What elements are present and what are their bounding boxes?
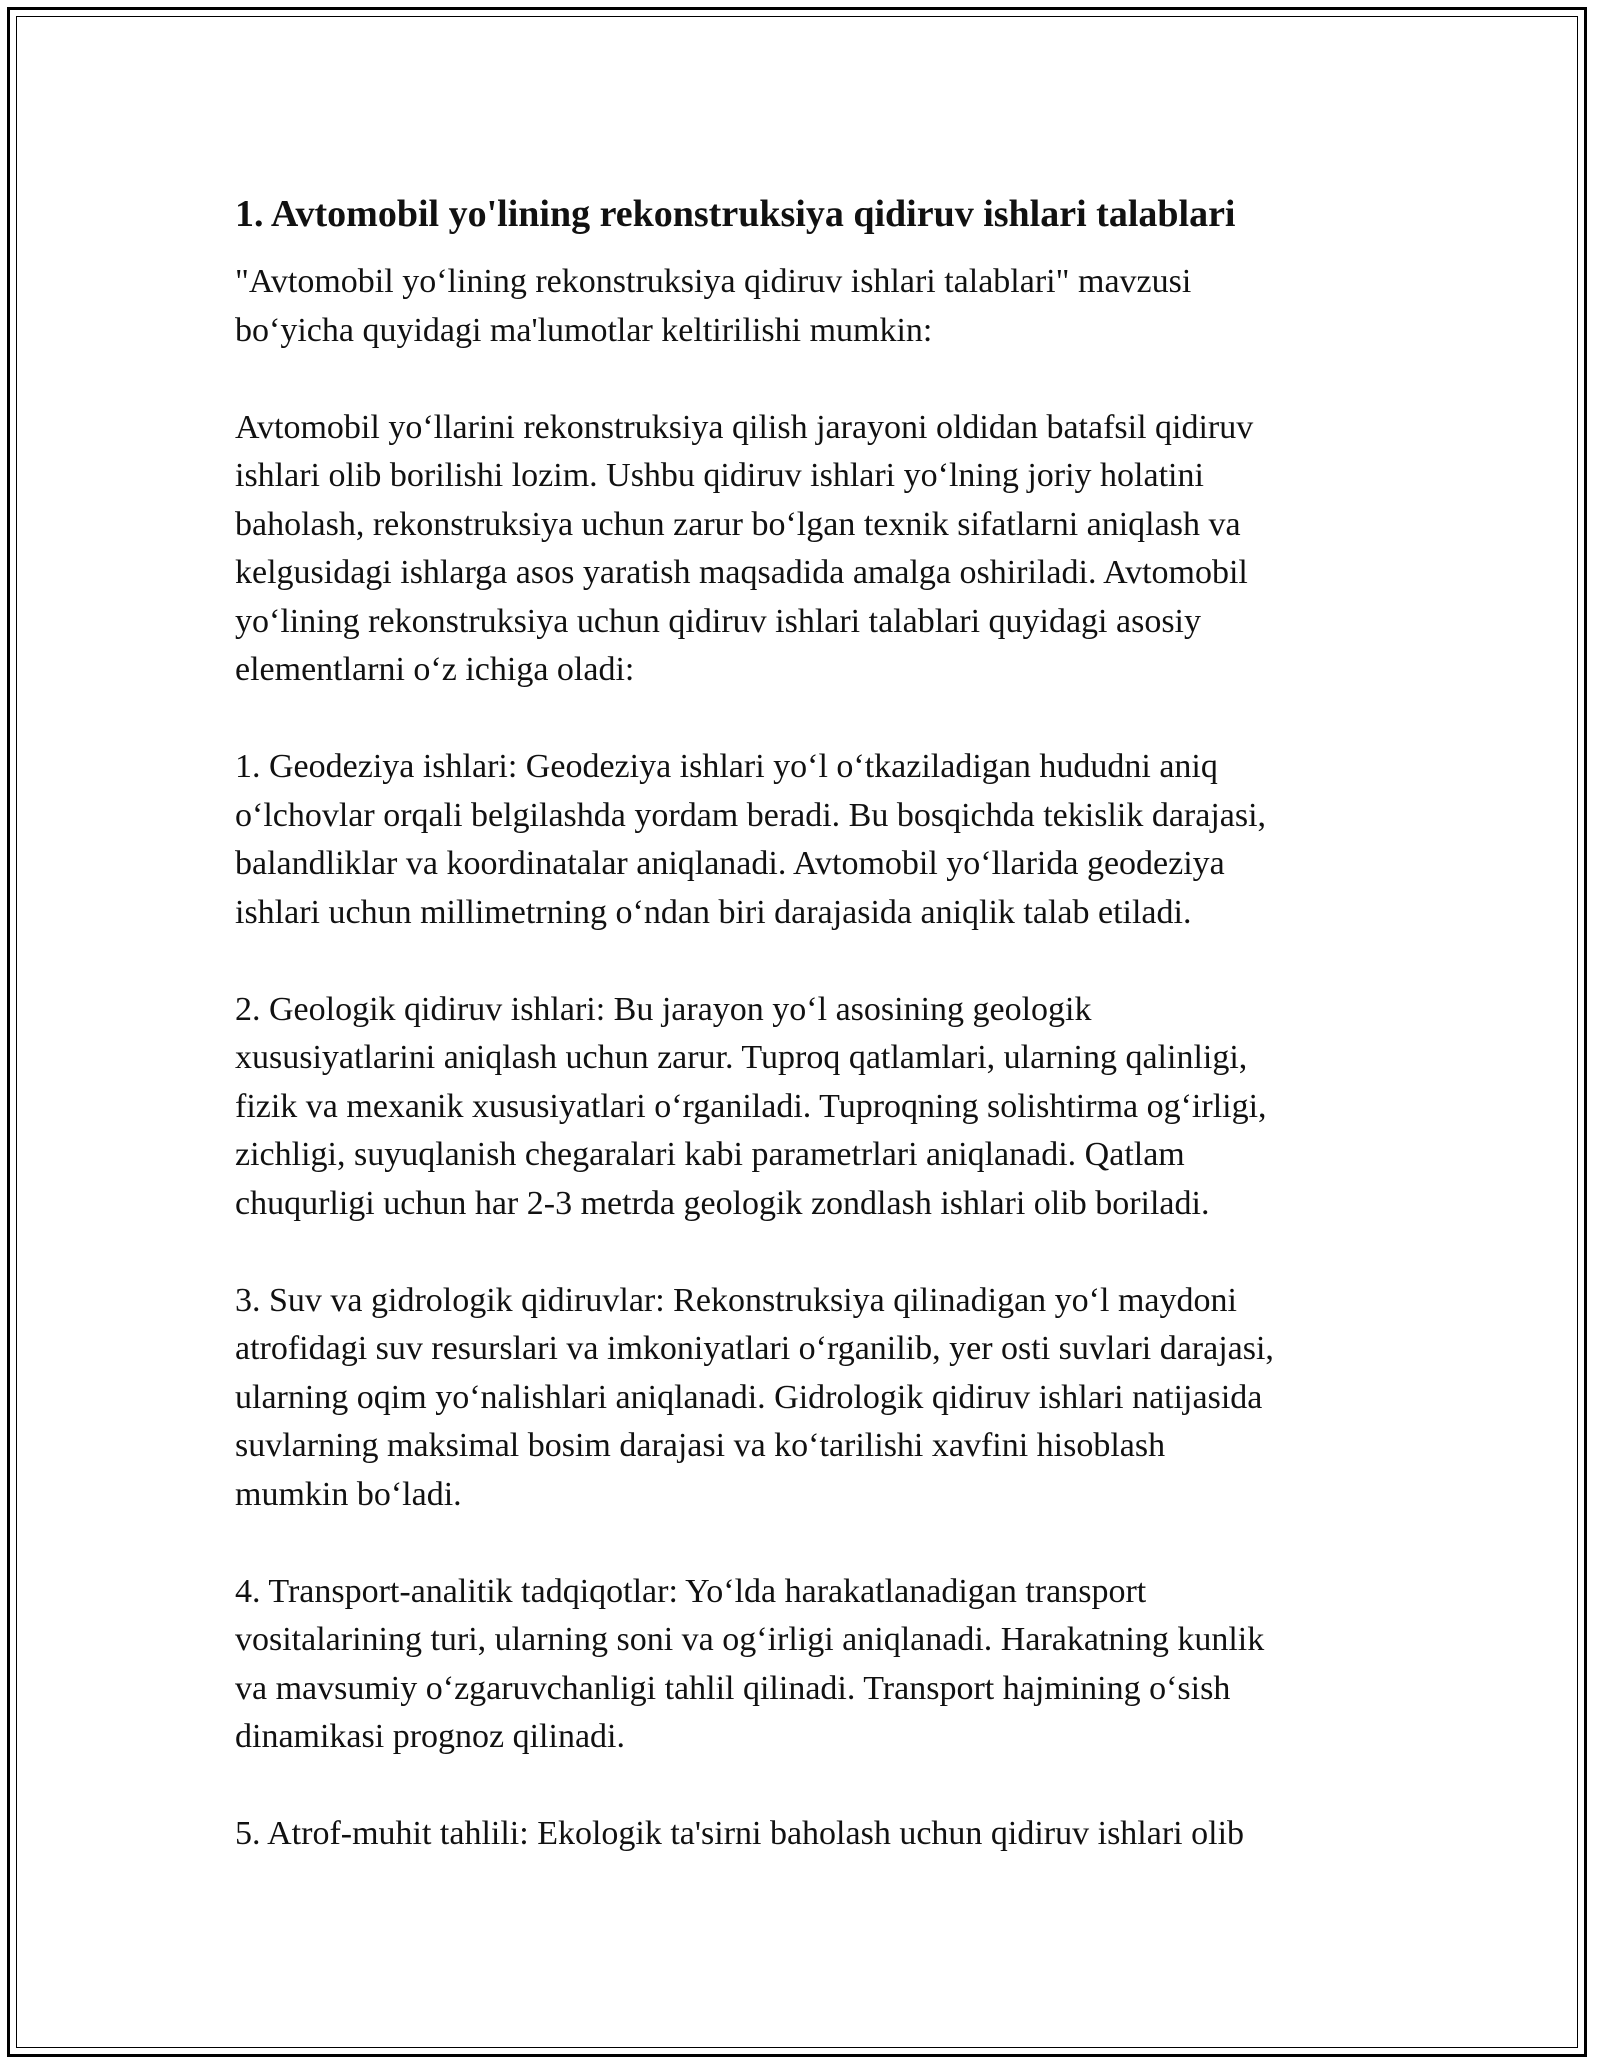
document-body (235, 186, 1375, 1907)
hydrology-paragraph: 3. Suv va gidrologik qidiruvlar: Rekonstruksiya qilinadigan yo‘l maydoni atrofidagi suv resurslari va imkoniyatlari o‘rganilib, yer osti suvlari darajasi, ularning oqim yo‘nalishlari aniqlanadi. Gidrologik qidiruv ishlari natijasida suvlarning maksimal bosim darajasi va ko‘tarilishi xavfini hisoblash mumkin bo‘ladi. (235, 1281, 1274, 1513)
geodesy-paragraph: 1. Geodeziya ishlari: Geodeziya ishlari yo‘l o‘tkaziladigan hududni aniq o‘lchovlar orqali belgilashda yordam beradi. Bu bosqichda tekislik darajasi, balandliklar va koordinatalar aniqlanadi. Avtomobil yo‘llarida geodeziya ishlari uchun millimetrning o‘ndan biri darajasida aniqlik talab etiladi. (235, 748, 1267, 931)
geology-paragraph: 2. Geologik qidiruv ishlari: Bu jarayon yo‘l asosining geologik xususiyatlarini aniqlash uchun zarur. Tuproq qatlamlari, ularning qalinligi, fizik va mexanik xususiyatlari o‘rganiladi. Tuproqning solishtirma og‘irligi, zichligi, suyuqlanish chegaralari kabi parametrlari aniqlanadi. Qatlam chuqurligi uchun har 2-3 metrda geologik zondlash ishlari olib boriladi. (235, 990, 1267, 1222)
document-title: 1. Avtomobil yo'lining rekonstruksiya qidiruv ishlari talablari (235, 193, 1236, 235)
overview-paragraph: Avtomobil yo‘llarini rekonstruksiya qilish jarayoni oldidan batafsil qidiruv ishlari olib borilishi lozim. Ushbu qidiruv ishlari yo‘lning joriy holatini baholash, rekonstruksiya uchun zarur bo‘lgan texnik sifatlarni aniqlash va kelgusidagi ishlarga asos yaratish maqsadida amalga oshiriladi. Avtomobil yo‘lining rekonstruksiya uchun qidiruv ishlari talablari quyidagi asosiy elementlarni o‘z ichiga oladi: (235, 408, 1254, 688)
environment-paragraph: 5. Atrof-muhit tahlili: Ekologik ta'sirni baholash uchun qidiruv ishlari olib (235, 1815, 1245, 1852)
intro-paragraph: "Avtomobil yo‘lining rekonstruksiya qidiruv ishlari talablari" mavzusi bo‘yicha quyidagi ma'lumotlar keltirilishi mumkin: (235, 263, 1192, 349)
transport-paragraph: 4. Transport-analitik tadqiqotlar: Yo‘lda harakatlanadigan transport vositalarining turi, ularning soni va og‘irligi aniqlanadi. Harakatning kunlik va mavsumiy o‘zgaruvchanligi tahlil qilinadi. Transport hajmining o‘sish dinamikasi prognoz qilinadi. (235, 1572, 1265, 1755)
